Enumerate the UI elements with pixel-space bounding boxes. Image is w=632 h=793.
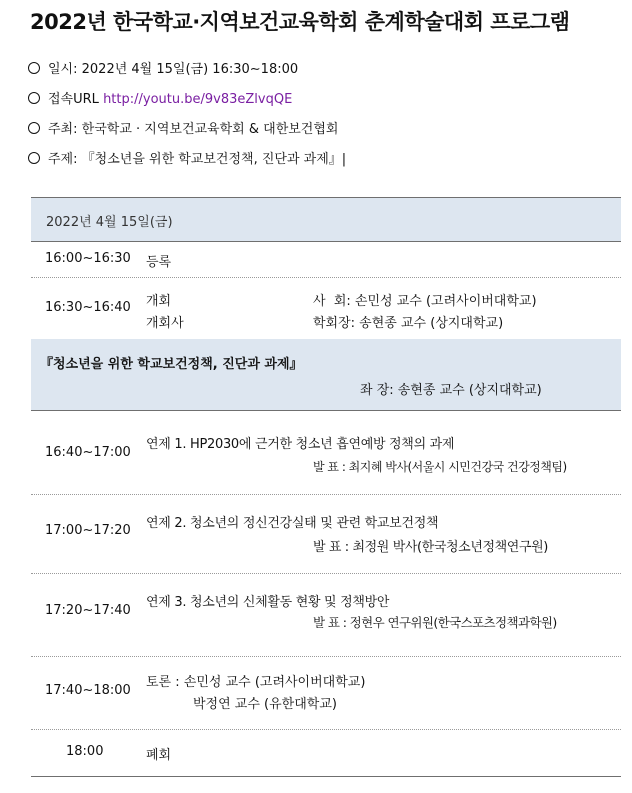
session-chair: 좌 장: 송현종 교수 (상지대학교) <box>360 383 542 398</box>
talk-time: 17:00~17:20 <box>45 523 131 538</box>
talk-title: 연제 3. 청소년의 신체활동 현황 및 정책방안 <box>146 595 390 610</box>
opening-role: 학회장: 송현종 교수 (상지대학교) <box>313 316 504 331</box>
discussion-time: 17:40~18:00 <box>45 683 131 698</box>
divider <box>31 410 621 411</box>
table-bottom-border <box>31 776 621 777</box>
divider <box>31 277 621 278</box>
talk-presenter: 발 표 : 정현우 연구위원(한국스포츠정책과학원) <box>313 615 557 630</box>
info-value: 『청소년을 위한 학교보건정책, 진단과 과제』| <box>81 152 347 167</box>
opening-item: 개회 <box>146 294 172 309</box>
youtube-link[interactable]: http://youtu.be/9v83eZlvqQE <box>103 92 293 107</box>
discussion-line: 박정연 교수 (유한대학교) <box>193 697 337 712</box>
info-label: 주제: <box>48 152 78 167</box>
closing-label: 폐회 <box>146 748 172 763</box>
talk-title: 연제 1. HP2030에 근거한 청소년 흡연예방 정책의 과제 <box>146 437 455 452</box>
circle-bullet-icon <box>28 152 40 164</box>
info-date <box>28 58 298 77</box>
info-value: 한국학교 · 지역보건교육학회 & 대한보건협회 <box>81 122 339 137</box>
talk-time: 16:40~17:00 <box>45 445 131 460</box>
circle-bullet-icon <box>28 122 40 134</box>
session-title: 『청소년을 위한 학교보건정책, 진단과 과제』 <box>40 357 303 372</box>
registration-label: 등록 <box>146 255 172 270</box>
page-title: 2022년 한국학교·지역보건교육학회 춘계학술대회 프로그램 <box>30 10 570 34</box>
info-value: 2022년 4월 15일(금) 16:30∼18:00 <box>81 62 299 77</box>
session-bar <box>31 339 621 410</box>
opening-item: 개회사 <box>146 316 184 331</box>
talk-time: 17:20~17:40 <box>45 603 131 618</box>
divider <box>31 573 621 574</box>
info-label: 접속URL <box>48 92 99 107</box>
divider <box>31 241 621 242</box>
opening-role: 사 회: 손민성 교수 (고려사이버대학교) <box>313 294 537 309</box>
circle-bullet-icon <box>28 62 40 74</box>
registration-time: 16:00~16:30 <box>45 251 131 266</box>
closing-time: 18:00 <box>66 744 104 759</box>
talk-title: 연제 2. 청소년의 정신건강실태 및 관련 학교보건정책 <box>146 516 439 531</box>
info-url <box>28 88 292 107</box>
circle-bullet-icon <box>28 92 40 104</box>
talk-presenter: 발 표 : 최정원 박사(한국청소년정책연구원) <box>313 540 548 555</box>
info-host <box>28 118 338 137</box>
info-label: 주최: <box>48 122 78 137</box>
date-header: 2022년 4월 15일(금) <box>46 215 173 230</box>
info-theme <box>28 148 346 167</box>
opening-time: 16:30~16:40 <box>45 300 131 315</box>
info-label: 일시: <box>48 62 78 77</box>
talk-presenter: 발 표 : 최지혜 박사(서울시 시민건강국 건강정책팀) <box>313 460 567 474</box>
divider <box>31 656 621 657</box>
divider <box>31 729 621 730</box>
discussion-line: 토론 : 손민성 교수 (고려사이버대학교) <box>146 675 366 690</box>
divider <box>31 494 621 495</box>
